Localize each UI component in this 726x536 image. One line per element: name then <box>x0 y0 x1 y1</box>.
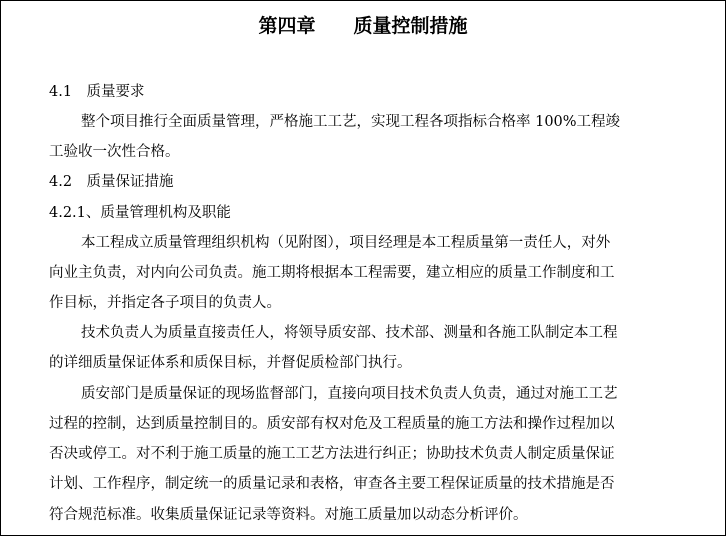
paragraph-line: 否决或停工。对不利于施工质量的施工工艺方法进行纠正；协助技术负责人制定质量保证 <box>49 446 615 462</box>
paragraph-line: 本工程成立质量管理组织机构（见附图），项目经理是本工程质量第一责任人，对外 <box>81 235 611 251</box>
paragraph-line: 作目标，并指定各子项目的负责人。 <box>49 295 281 311</box>
paragraph-line: 符合规范标准。收集质量保证记录等资料。对施工质量加以动态分析评价。 <box>49 507 528 523</box>
chapter-title: 第四章 质量控制措施 <box>258 15 468 37</box>
section-heading-4-1: 4.1 质量要求 <box>49 84 145 100</box>
paragraph-line: 质安部门是质量保证的现场监督部门，直接向项目技术负责人负责，通过对施工工艺 <box>81 386 618 402</box>
paragraph-line: 工验收一次性合格。 <box>49 144 180 160</box>
paragraph-line: 的详细质量保证体系和质保目标，并督促质检部门执行。 <box>49 355 412 371</box>
paragraph-line: 整个项目推行全面质量管理，严格施工工艺，实现工程各项指标合格率 100%工程竣 <box>81 114 621 130</box>
section-heading-4-2: 4.2 质量保证措施 <box>49 174 174 190</box>
paragraph-line: 技术负责人为质量直接责任人，将领导质安部、技术部、测量和各施工队制定本工程 <box>81 325 618 341</box>
paragraph-line: 过程的控制，达到质量控制目的。质安部有权对危及工程质量的施工方法和操作过程加以 <box>49 416 615 432</box>
paragraph-line: 向业主负责，对内向公司负责。施工期将根据本工程需要，建立相应的质量工作制度和工 <box>49 265 615 281</box>
paragraph-line: 计划、工作程序，制定统一的质量记录和表格，审查各主要工程保证质量的技术措施是否 <box>49 476 615 492</box>
subsection-heading-4-2-1: 4.2.1、质量管理机构及职能 <box>49 205 231 221</box>
